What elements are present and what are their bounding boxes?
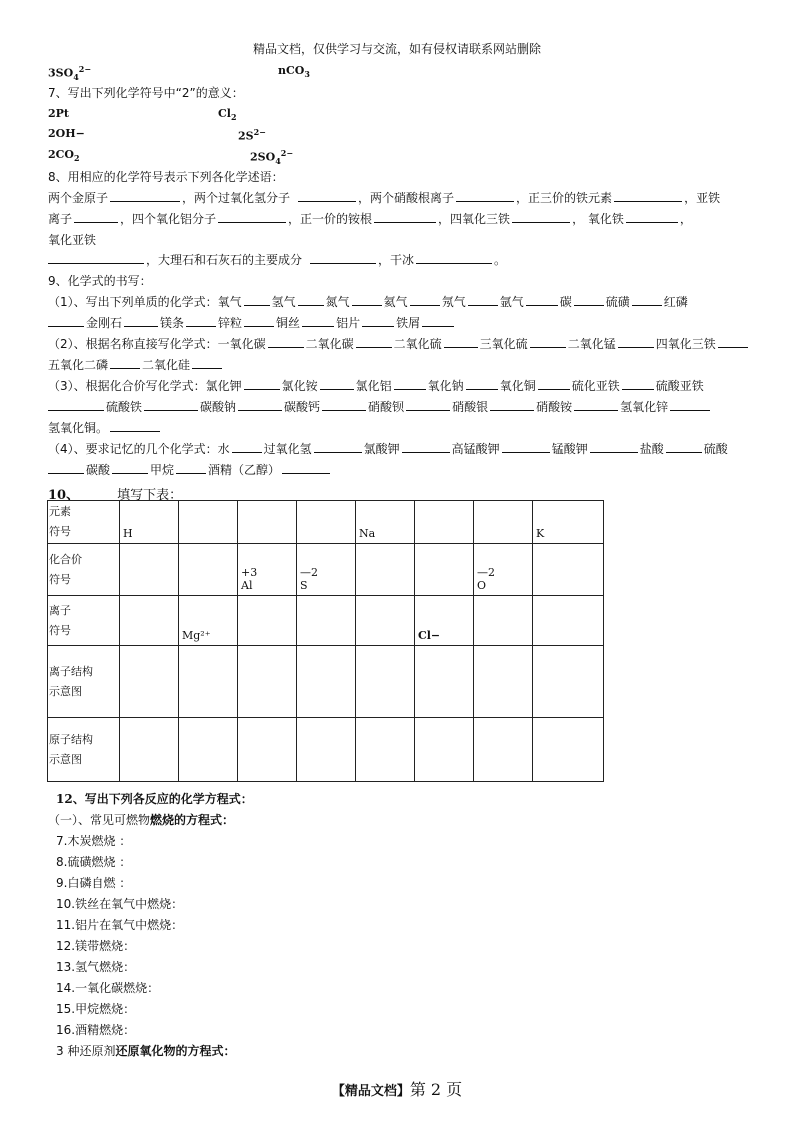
q7-2s: $2S^{2-}$: [238, 127, 266, 143]
answer-blank[interactable]: [74, 211, 118, 223]
answer-blank[interactable]: [422, 315, 454, 327]
q12-sub1: （一）、常见可燃物燃烧的方程式：: [48, 813, 235, 827]
answer-blank[interactable]: [356, 336, 392, 348]
q8-title: 8、用相应的化学符号表示下列各化学述语：: [48, 170, 284, 184]
answer-blank[interactable]: [244, 378, 280, 390]
table-cell[interactable]: [474, 718, 533, 782]
formula-row-top: $3SO_4^{2-}$: [48, 64, 92, 82]
q9-s3b: 硫酸铁 碳酸钠 碳酸钙 硝酸钡 硝酸银 硝酸铵 氢氧化锌: [48, 398, 712, 415]
answer-blank[interactable]: [394, 378, 426, 390]
answer-blank[interactable]: [626, 211, 678, 223]
answer-blank[interactable]: [110, 357, 140, 369]
table-cell[interactable]: Mg²⁺: [179, 596, 238, 646]
table-row-ion-structure: [48, 646, 604, 718]
table-cell[interactable]: [120, 646, 179, 718]
table-cell[interactable]: [297, 646, 356, 718]
answer-blank[interactable]: [490, 399, 534, 411]
answer-blank[interactable]: [314, 441, 362, 453]
table-row-element: [48, 501, 604, 544]
answer-blank[interactable]: [302, 315, 334, 327]
q9-s3: （3）、根据化合价写化学式：氯化钾 氯化铵 氯化铝 氧化钠 氧化铜 硫化亚铁 硫酸亚铁: [48, 379, 704, 393]
eq-item: 16.酒精燃烧：: [56, 1023, 136, 1037]
answer-blank[interactable]: [410, 294, 440, 306]
answer-blank[interactable]: [298, 190, 356, 202]
q7-2pt: 2Pt: [48, 107, 70, 120]
q8-line1: 两个金原子 ，两个过氧化氢分子 ，两个硝酸根离子 ，正三价的铁元素 ，亚铁: [48, 191, 721, 205]
q9-s2: （2）、根据名称直接写化学式：一氧化碳 二氧化碳 二氧化硫 三氧化硫 二氧化锰 四氧化三铁: [48, 335, 750, 352]
answer-blank[interactable]: [48, 462, 84, 474]
answer-blank[interactable]: [232, 441, 262, 453]
answer-blank[interactable]: [530, 336, 566, 348]
answer-blank[interactable]: [218, 211, 286, 223]
answer-blank[interactable]: [310, 252, 376, 264]
table-cell[interactable]: [179, 544, 238, 596]
q9-s1b: 金刚石 镁条 锌粒 铜丝 铝片 铁屑: [48, 314, 456, 331]
answer-blank[interactable]: [614, 190, 682, 202]
row-head: 原子结构 示意图: [48, 718, 120, 782]
table-cell[interactable]: [474, 501, 533, 544]
table-cell[interactable]: [474, 596, 533, 646]
table-row-ion: [48, 596, 604, 646]
answer-blank[interactable]: [176, 462, 206, 474]
answer-blank[interactable]: [48, 315, 84, 327]
answer-blank[interactable]: [466, 378, 498, 390]
table-cell[interactable]: H: [120, 501, 179, 544]
answer-blank[interactable]: [48, 252, 144, 264]
answer-blank[interactable]: [718, 336, 748, 348]
answer-blank[interactable]: [402, 441, 450, 453]
answer-blank[interactable]: [192, 357, 222, 369]
table-cell[interactable]: [179, 646, 238, 718]
eq-item: 14.一氧化碳燃烧：: [56, 981, 160, 995]
answer-blank[interactable]: [110, 190, 180, 202]
q7-2co2: $2CO_2$: [48, 148, 80, 164]
table-cell[interactable]: [120, 718, 179, 782]
eq-item: 11.铝片在氧气中燃烧：: [56, 918, 184, 932]
table-cell[interactable]: [415, 544, 474, 596]
q12-title: 12、写出下列各反应的化学方程式：: [56, 792, 253, 806]
table-cell[interactable]: Na: [356, 501, 415, 544]
answer-blank[interactable]: [468, 294, 498, 306]
table-cell[interactable]: [415, 646, 474, 718]
answer-blank[interactable]: [444, 336, 478, 348]
q9-s2b: 五氧化二磷 二氧化硅: [48, 356, 224, 373]
table-row-valence: [48, 544, 604, 596]
answer-blank[interactable]: [574, 294, 604, 306]
answer-blank[interactable]: [618, 336, 654, 348]
table-cell[interactable]: [415, 501, 474, 544]
answer-blank[interactable]: [322, 399, 366, 411]
table-cell[interactable]: [120, 544, 179, 596]
answer-blank[interactable]: [538, 378, 570, 390]
table-cell[interactable]: [415, 718, 474, 782]
table-cell[interactable]: [356, 718, 415, 782]
row-head: 离子 符号: [48, 596, 120, 646]
answer-blank[interactable]: [282, 462, 330, 474]
answer-blank[interactable]: [268, 336, 304, 348]
eq-item: 15.甲烷燃烧：: [56, 1002, 136, 1016]
table-cell[interactable]: [297, 501, 356, 544]
answer-blank[interactable]: [186, 315, 216, 327]
q7-2oh: 2OH−: [48, 127, 85, 140]
answer-blank[interactable]: [48, 399, 104, 411]
q9-s3c: 氢氧化铜。: [48, 419, 162, 436]
answer-blank[interactable]: [622, 378, 654, 390]
q12-sub2: 3 种还原剂还原氧化物的方程式：: [56, 1044, 236, 1058]
page-header: 精品文档，仅供学习与交流，如有侵权请联系网站删除: [252, 42, 541, 56]
row-head: 元素 符号: [48, 501, 120, 544]
answer-blank[interactable]: [144, 399, 198, 411]
table-cell[interactable]: [120, 596, 179, 646]
row-head: 化合价 符号: [48, 544, 120, 596]
table-cell[interactable]: [238, 596, 297, 646]
eq-item: 10.铁丝在氧气中燃烧：: [56, 897, 184, 911]
q8-line4: ，大理石和石灰石的主要成分 ，干冰 。: [48, 251, 506, 268]
answer-blank[interactable]: [112, 462, 148, 474]
q9-s4: （4）、要求记忆的几个化学式：水 过氧化氢 氯酸钾 高锰酸钾 锰酸钾 盐酸 硫酸: [48, 442, 728, 456]
table-cell[interactable]: [356, 646, 415, 718]
table-cell[interactable]: —2 O: [474, 544, 533, 596]
answer-blank[interactable]: [362, 315, 394, 327]
q8-line2: 离子 ，四个氧化铝分子 ，正一价的铵根 ，四氧化三铁 ， 氧化铁 ，: [48, 212, 692, 226]
table-cell[interactable]: [533, 718, 604, 782]
answer-blank[interactable]: [666, 441, 702, 453]
eq-item: 13.氢气燃烧：: [56, 960, 136, 974]
answer-blank[interactable]: [238, 399, 282, 411]
table-cell[interactable]: [238, 718, 297, 782]
table-row-atom-structure: [48, 718, 604, 782]
answer-blank[interactable]: [298, 294, 324, 306]
answer-blank[interactable]: [512, 211, 570, 223]
answer-blank[interactable]: [352, 294, 382, 306]
answer-blank[interactable]: [416, 252, 492, 264]
table-cell[interactable]: [356, 596, 415, 646]
q10-heading: 10、 填写下表：: [48, 488, 183, 503]
table-cell[interactable]: Cl−: [415, 596, 474, 646]
table-cell[interactable]: [533, 596, 604, 646]
q9-s4b: 碳酸 甲烷 酒精（乙醇）: [48, 461, 332, 478]
table-cell[interactable]: [297, 596, 356, 646]
answer-blank[interactable]: [374, 211, 436, 223]
page-footer: 【精品文档】第 2 页: [331, 1080, 463, 1099]
answer-blank[interactable]: [670, 399, 710, 411]
eq-item: 9.白磷自燃 ：: [56, 876, 132, 890]
answer-blank[interactable]: [406, 399, 450, 411]
answer-blank[interactable]: [244, 294, 270, 306]
q7-title: 7、写出下列化学符号中“2”的意义：: [48, 86, 244, 100]
eq-item: 12.镁带燃烧：: [56, 939, 136, 953]
table-cell[interactable]: —2 S: [297, 544, 356, 596]
answer-blank[interactable]: [574, 399, 618, 411]
q7-2so4: $2SO_4^{2-}$: [250, 148, 294, 166]
answer-blank[interactable]: [456, 190, 514, 202]
answer-blank[interactable]: [632, 294, 662, 306]
table-cell[interactable]: K: [533, 501, 604, 544]
table-cell[interactable]: +3 Al: [238, 544, 297, 596]
answer-blank[interactable]: [320, 378, 354, 390]
eq-item: 7.木炭燃烧 ：: [56, 834, 132, 848]
table-cell[interactable]: [356, 544, 415, 596]
table-cell[interactable]: [474, 646, 533, 718]
q9-title: 9、化学式的书写：: [48, 274, 152, 288]
row-head: 离子结构 示意图: [48, 646, 120, 718]
q9-s1: （1）、写出下列单质的化学式：氧气 氢气 氮气 氦气 氖气 氩气 碳 硫磺 红磷: [48, 295, 688, 309]
answer-blank[interactable]: [124, 315, 158, 327]
answer-blank[interactable]: [110, 420, 160, 432]
answer-blank[interactable]: [244, 315, 274, 327]
answer-blank[interactable]: [590, 441, 638, 453]
table-cell[interactable]: [533, 646, 604, 718]
table-cell[interactable]: [179, 718, 238, 782]
element-table: [47, 500, 604, 782]
formula-nco3: nCO$_3$: [278, 64, 310, 80]
eq-item: 8.硫磺燃烧 ：: [56, 855, 132, 869]
q7-cl2: $Cl_2$: [218, 107, 237, 123]
table-cell[interactable]: [238, 501, 297, 544]
q8-line3: 氧化亚铁: [48, 233, 97, 247]
table-cell[interactable]: [297, 718, 356, 782]
table-cell[interactable]: [179, 501, 238, 544]
answer-blank[interactable]: [502, 441, 550, 453]
table-cell[interactable]: [238, 646, 297, 718]
answer-blank[interactable]: [526, 294, 558, 306]
table-cell[interactable]: [533, 544, 604, 596]
